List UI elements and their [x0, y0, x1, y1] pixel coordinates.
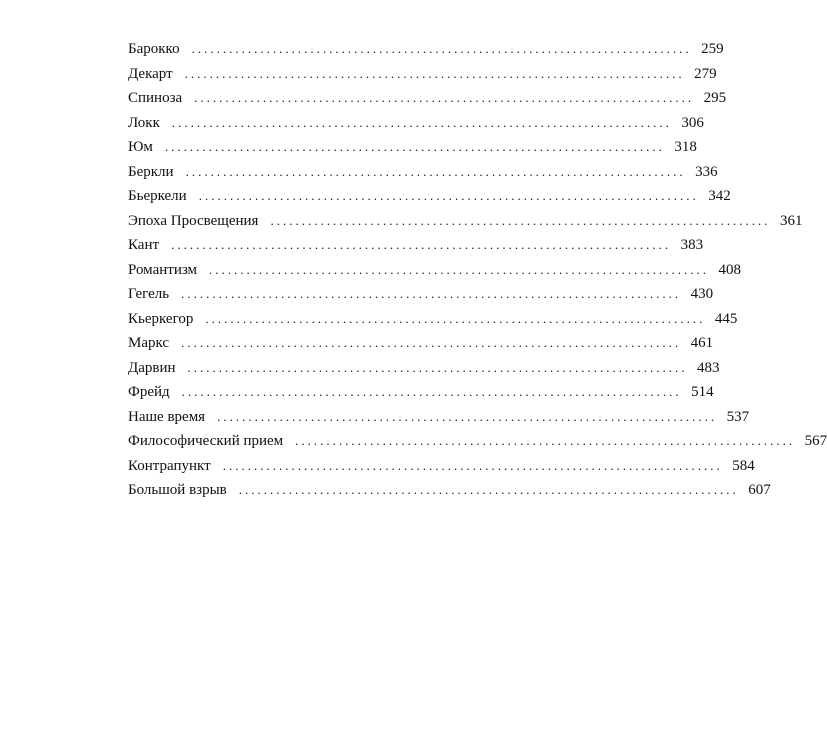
dot-leader: ................................................................................: [205, 310, 706, 326]
toc-entry: [128, 37, 724, 62]
dot-leader: ................................................................................: [171, 114, 672, 130]
toc-entry-page: 259: [701, 41, 724, 57]
dot-leader: ................................................................................: [217, 408, 718, 424]
table-of-contents: [128, 37, 827, 503]
dot-leader: ................................................................................: [181, 384, 682, 399]
toc-entry-title: Спиноза: [128, 90, 183, 106]
toc-entry: [128, 454, 755, 479]
toc-entry: [128, 478, 771, 503]
toc-entry-page: 430: [690, 286, 714, 302]
dot-leader: ................................................................................: [194, 90, 695, 105]
dot-leader: ................................................................................: [209, 261, 710, 277]
toc-entry-title: Маркс: [128, 335, 170, 351]
toc-entry-title: Юм: [128, 139, 153, 155]
toc-entry-page: 537: [726, 408, 750, 425]
toc-entry-page: 483: [697, 359, 720, 376]
toc-entry-title: Романтизм: [128, 261, 198, 278]
toc-entry: [128, 135, 697, 160]
toc-entry-page: 295: [703, 90, 727, 106]
toc-entry-page: 514: [691, 384, 714, 400]
toc-entry: [128, 356, 720, 381]
toc-entry: [128, 282, 714, 307]
dot-leader: ................................................................................: [295, 433, 796, 448]
toc-entry: [128, 86, 727, 111]
toc-entry: [128, 160, 718, 185]
toc-entry-page: 584: [732, 457, 755, 474]
toc-entry-title: Наше время: [128, 408, 206, 425]
toc-entry: [128, 380, 714, 405]
toc-entry: [128, 184, 731, 209]
toc-entry: [128, 233, 704, 258]
toc-entry-page: 567: [804, 433, 827, 449]
toc-entry-page: 306: [681, 114, 704, 131]
toc-entry-title: Бьеркели: [128, 188, 187, 204]
dot-leader: ................................................................................: [185, 163, 686, 179]
toc-entry: [128, 209, 803, 234]
toc-entry: [128, 62, 717, 87]
dot-leader: ................................................................................: [198, 188, 699, 203]
toc-entry-title: Кант: [128, 237, 160, 253]
toc-entry: [128, 111, 704, 136]
toc-entry-title: Кьеркегор: [128, 310, 194, 327]
toc-entry-page: 279: [694, 65, 717, 82]
toc-entry-page: 445: [714, 310, 738, 327]
dot-leader: ................................................................................: [222, 457, 723, 473]
toc-entry-page: 318: [674, 139, 697, 155]
toc-entry-title: Философический прием: [128, 433, 284, 449]
toc-entry: [128, 258, 742, 283]
toc-entry: [128, 307, 738, 332]
toc-entry-title: Большой взрыв: [128, 482, 227, 498]
dot-leader: ................................................................................: [164, 139, 665, 154]
dot-leader: ................................................................................: [238, 482, 739, 497]
toc-entry-page: 383: [680, 237, 704, 253]
dot-leader: ................................................................................: [184, 65, 685, 81]
toc-entry-title: Дарвин: [128, 359, 176, 376]
toc-entry-title: Фрейд: [128, 384, 170, 400]
toc-entry-page: 361: [779, 212, 803, 229]
toc-entry-title: Контрапункт: [128, 457, 211, 474]
dot-leader: ................................................................................: [191, 41, 692, 56]
toc-entry-title: Локк: [128, 114, 160, 131]
toc-entry: [128, 331, 714, 356]
toc-entry-title: Декарт: [128, 65, 173, 82]
toc-entry-title: Эпоха Просвещения: [128, 212, 259, 229]
toc-entry-title: Беркли: [128, 163, 174, 180]
toc-entry-page: 342: [708, 188, 731, 204]
toc-entry-page: 461: [690, 335, 714, 351]
toc-entry-page: 336: [695, 163, 718, 180]
toc-entry-title: Барокко: [128, 41, 180, 57]
dot-leader: ................................................................................: [171, 237, 672, 252]
toc-entry-page: 607: [748, 482, 771, 498]
toc-entry-page: 408: [718, 261, 742, 278]
toc-entry-title: Гегель: [128, 286, 170, 302]
dot-leader: ................................................................................: [187, 359, 688, 375]
dot-leader: ................................................................................: [181, 335, 682, 350]
dot-leader: ................................................................................: [270, 212, 771, 228]
dot-leader: ................................................................................: [181, 286, 682, 301]
toc-entry: [128, 429, 827, 454]
toc-entry: [128, 405, 750, 430]
